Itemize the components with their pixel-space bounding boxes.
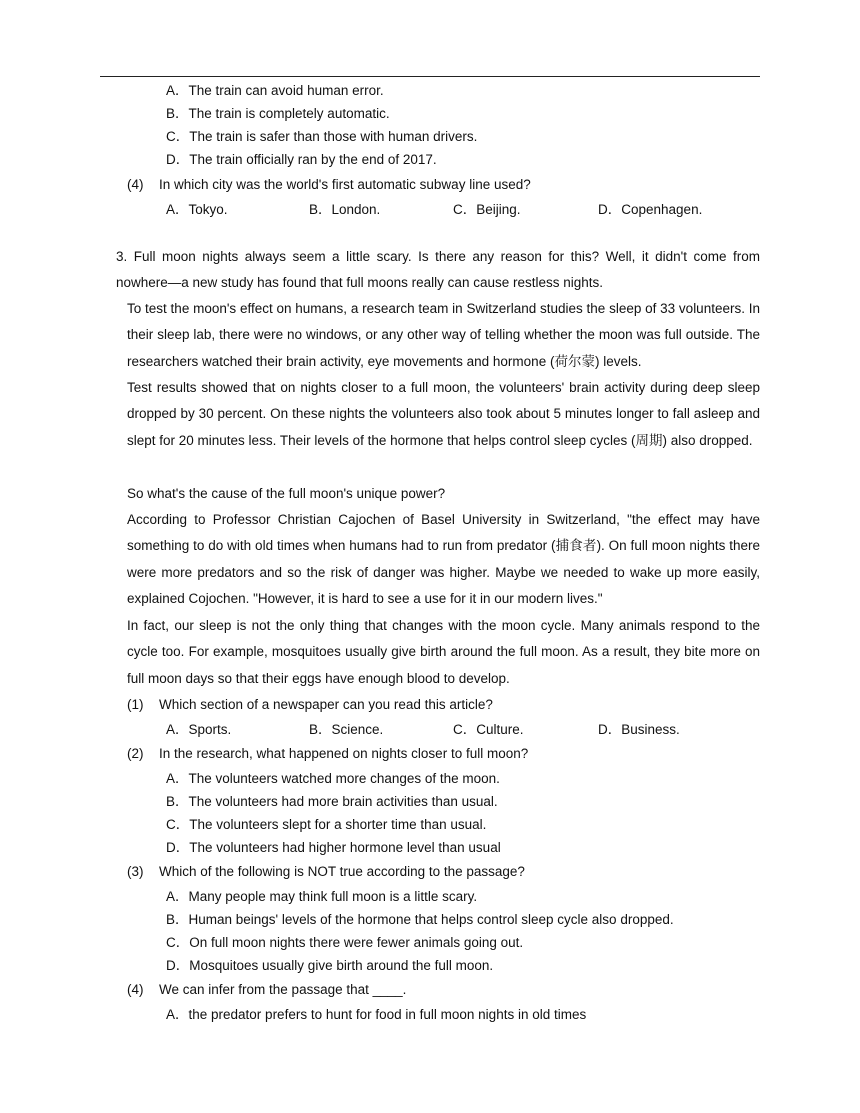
q3-option-d: D．Mosquitoes usually give birth around the full moon. (166, 958, 494, 973)
prev-option-b: B．The train is completely automatic. (166, 106, 390, 121)
passage-paragraph-4: So what's the cause of the full moon's unique power? (127, 486, 446, 501)
q1-option-a: A．Sports. (166, 722, 232, 737)
prev-option-a: A．The train can avoid human error. (166, 83, 384, 98)
passage-paragraph-5: According to Professor Christian Cajochen of Basel University in Switzerland, "the effect may have something to do with old times when humans had to run from predator (捕食者). On full moon nights there were more predators and so the risk of danger was higher. Maybe we needed to wake up more easily, explained Cojochen. "However, it is hard to see a use for it in our modern lives." (127, 512, 761, 606)
q3-number: (3) (127, 864, 144, 879)
prev-q4-option-c: C．Beijing. (453, 202, 521, 217)
q2-option-d: D．The volunteers had higher hormone level than usual (166, 840, 501, 855)
q1-option-d: D．Business. (598, 722, 680, 737)
q1-text: Which section of a newspaper can you read this article? (159, 697, 493, 712)
q2-number: (2) (127, 746, 144, 761)
q4-option-a: A．the predator prefers to hunt for food in full moon nights in old times (166, 1007, 587, 1022)
q2-option-c: C．The volunteers slept for a shorter time than usual. (166, 817, 487, 832)
passage-paragraph-2: To test the moon's effect on humans, a research team in Switzerland studies the sleep of 33 volunteers. In their sleep lab, there were no windows, or any other way of telling whether the moon was full outside. The researchers watched their brain activity, eye movements and hormone (荷尔蒙) levels. (127, 301, 760, 370)
q3-text: Which of the following is NOT true according to the passage? (159, 864, 525, 879)
q2-option-a: A．The volunteers watched more changes of the moon. (166, 771, 500, 786)
q3-option-a: A．Many people may think full moon is a little scary. (166, 889, 478, 904)
q1-option-b: B．Science. (309, 722, 384, 737)
q4-number: (4) (127, 982, 144, 997)
q2-option-b: B．The volunteers had more brain activities than usual. (166, 794, 498, 809)
header-rule (100, 76, 760, 77)
q1-number: (1) (127, 697, 144, 712)
q3-option-c: C．On full moon nights there were fewer animals going out. (166, 935, 524, 950)
passage-paragraph-1: 3. Full moon nights always seem a little scary. Is there any reason for this? Well, it didn't come from nowhere—a new study has found that full moons really can cause restless nights. (116, 249, 760, 291)
passage-paragraph-6: In fact, our sleep is not the only thing that changes with the moon cycle. Many animals respond to the cycle too. For example, mosquitoes usually give birth around the full moon. As a result, they bite more on full moon days so that their eggs have enough blood to develop. (127, 618, 760, 686)
prev-option-d: D．The train officially ran by the end of 2017. (166, 152, 437, 167)
prev-option-c: C．The train is safer than those with human drivers. (166, 129, 478, 144)
q4-text: We can infer from the passage that ____. (159, 982, 407, 997)
prev-q4-option-b: B．London. (309, 202, 381, 217)
prev-q4-text: In which city was the world's first automatic subway line used? (159, 177, 531, 192)
prev-q4-option-a: A．Tokyo. (166, 202, 228, 217)
passage-paragraph-3: Test results showed that on nights closer to a full moon, the volunteers' brain activity during deep sleep dropped by 30 percent. On these nights the volunteers also took about 5 minutes longer to fall asleep and slept for 20 minutes less. Their levels of the hormone that helps control sleep cycles (周期) also dropped. (127, 380, 760, 449)
q1-option-c: C．Culture. (453, 722, 524, 737)
q2-text: In the research, what happened on nights closer to full moon? (159, 746, 529, 761)
prev-q4-number: (4) (127, 177, 144, 192)
prev-q4-option-d: D．Copenhagen. (598, 202, 703, 217)
q3-option-b: B．Human beings' levels of the hormone that helps control sleep cycle also dropped. (166, 912, 674, 927)
